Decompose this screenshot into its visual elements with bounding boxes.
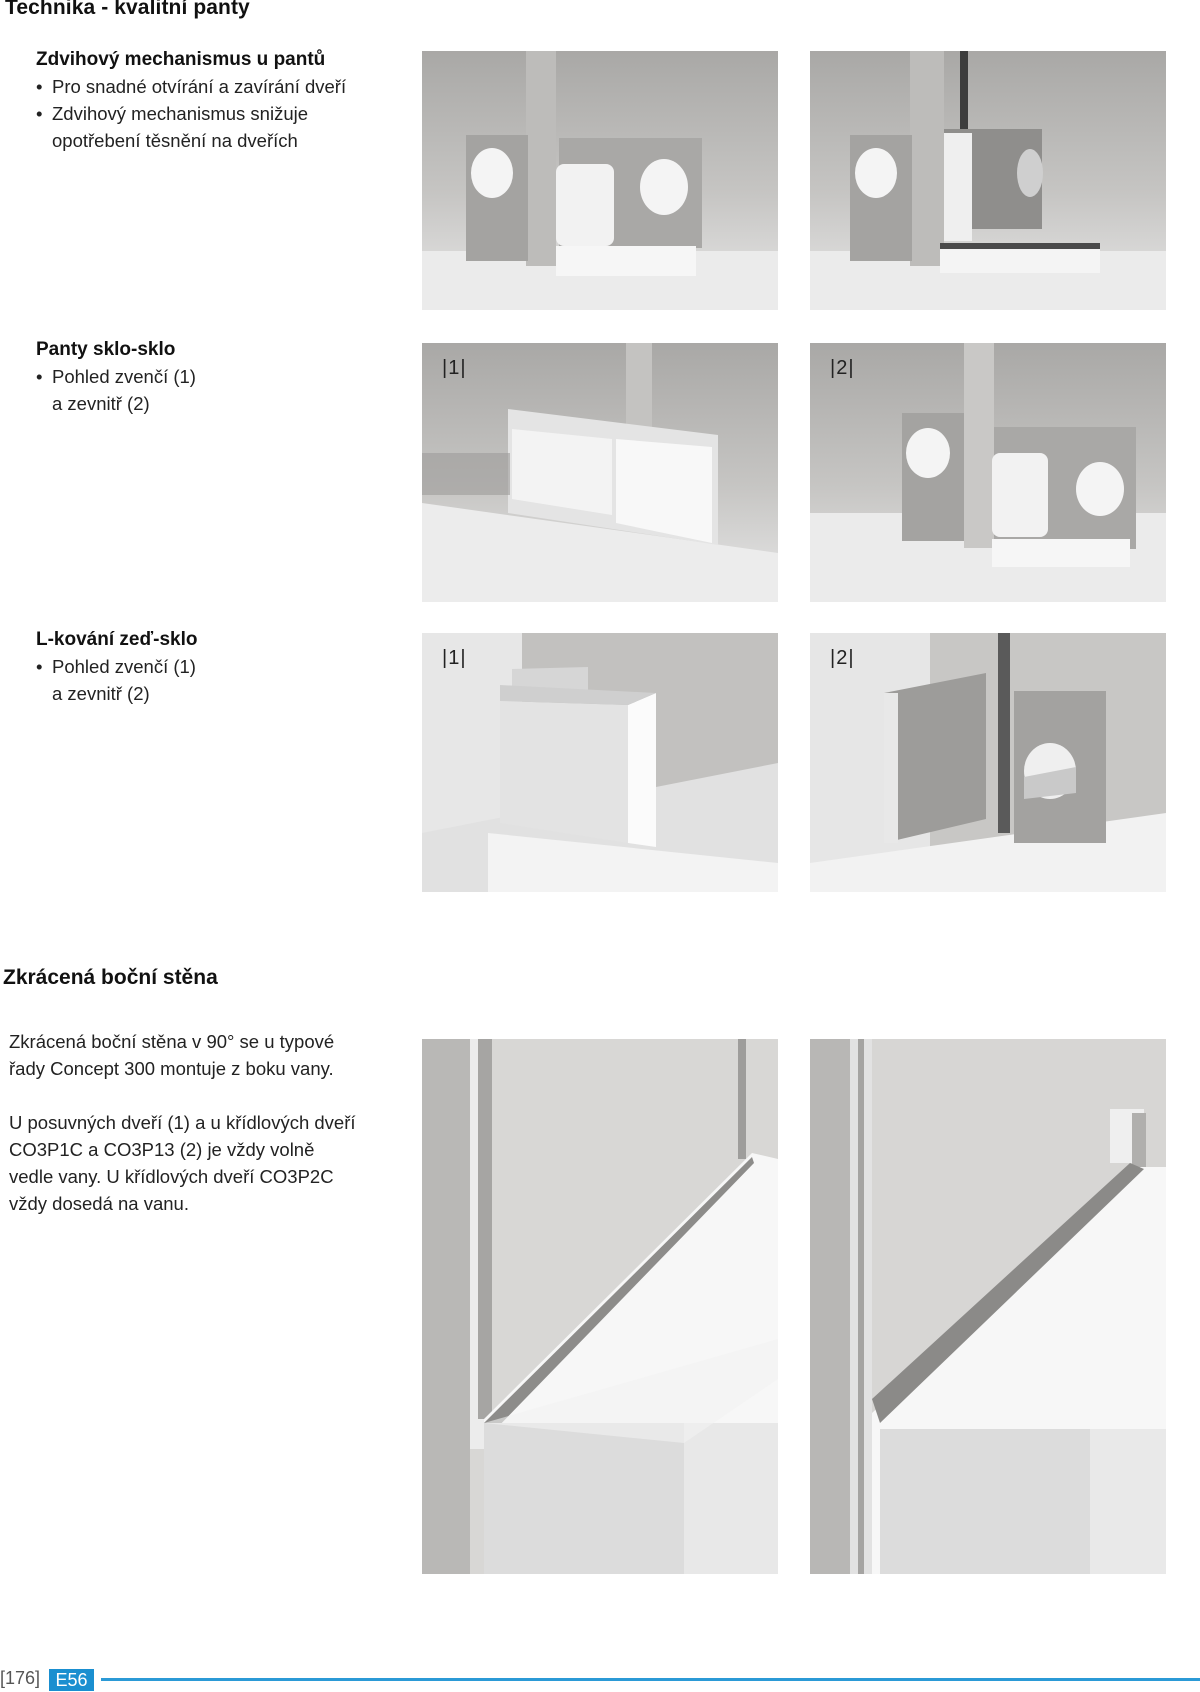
section-heading: Panty sklo-sklo: [36, 339, 176, 360]
bullet-list: [36, 653, 406, 707]
photo-lift-hinge-1: [422, 51, 778, 310]
bullet-list: [36, 73, 406, 154]
photo-l-bracket-outside: [422, 633, 778, 892]
photo-label: |1|: [442, 357, 467, 379]
hinge-illustration: [422, 343, 778, 602]
bullet-item: • Pohled zvenčí (1) a zevnitř (2): [36, 653, 406, 707]
bullet-item: • Pohled zvenčí (1) a zevnitř (2): [36, 363, 406, 417]
bath-wall-illustration: [810, 1039, 1166, 1574]
bath-wall-illustration: [422, 1039, 778, 1574]
photo-label: |2|: [830, 357, 855, 379]
section-code-badge: E56: [49, 1669, 94, 1691]
hinge-illustration: [810, 343, 1166, 602]
section-lift-mechanism: [36, 46, 406, 154]
footer-divider: [101, 1678, 1200, 1681]
bullet-list: [36, 363, 406, 417]
section-heading: L-kování zeď-sklo: [36, 629, 198, 650]
page-title: Technika - kvalitní panty: [5, 0, 250, 19]
bullet-item: • Pro snadné otvírání a zavírání dveří: [36, 73, 406, 100]
photo-lift-hinge-2: [810, 51, 1166, 310]
hinge-illustration: [810, 51, 1166, 310]
shortened-wall-paragraph-1: Zkrácená boční stěna v 90° se u typové řady Concept 300 montuje z boku vany.: [9, 1031, 335, 1079]
page-number: [176]: [0, 1668, 41, 1688]
section-glass-glass-hinges: [36, 336, 406, 417]
shortened-wall-paragraph-2: U posuvných dveří (1) a u křídlových dveří CO3P1C a CO3P13 (2) je vždy volně vedle vany. U křídlových dveří CO3P2C vždy dosedá na vanu.: [9, 1112, 356, 1214]
hinge-illustration: [422, 51, 778, 310]
section-heading-shortened-wall: Zkrácená boční stěna: [3, 966, 218, 989]
bracket-illustration: [810, 633, 1166, 892]
photo-label: |1|: [442, 647, 467, 669]
photo-label: |2|: [830, 647, 855, 669]
bracket-illustration: [422, 633, 778, 892]
photo-shortened-wall-2: [810, 1039, 1166, 1574]
section-wall-glass-bracket: [36, 626, 406, 707]
photo-glass-hinge-outside: [422, 343, 778, 602]
photo-l-bracket-inside: [810, 633, 1166, 892]
photo-shortened-wall-1: [422, 1039, 778, 1574]
section-heading: Zdvihový mechanismus u pantů: [36, 49, 326, 70]
photo-glass-hinge-inside: [810, 343, 1166, 602]
bullet-item: • Zdvihový mechanismus snižuje opotřebení těsnění na dveřích: [36, 100, 406, 154]
